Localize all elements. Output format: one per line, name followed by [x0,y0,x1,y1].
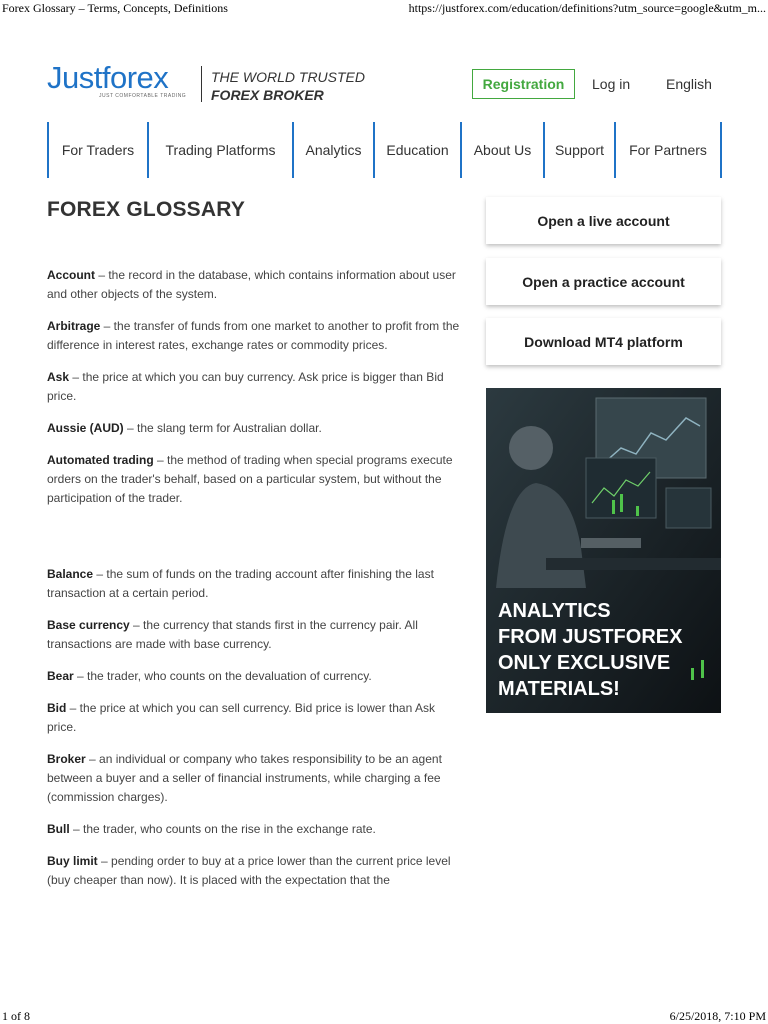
glossary-entry [47,451,462,508]
glossary-entry [47,565,462,603]
banner-line: MATERIALS! [498,678,620,700]
nav-about-us[interactable]: About Us [460,122,543,178]
glossary-entry [47,699,462,737]
glossary-definition: – the method of trading when special programs execute orders on the trader's behalf, based on a particular system, but without the participation of the trader. [47,453,453,505]
glossary-term: Broker [47,752,86,766]
print-page-number: 1 of 8 [2,1009,30,1023]
glossary-term: Balance [47,567,94,581]
logo-tagline: JUST COMFORTABLE TRADING [99,93,187,99]
glossary-definition: – the price at which you can buy currency. Ask price is bigger than Bid price. [47,370,444,403]
download-mt4-button[interactable]: Download MT4 platform [486,318,721,365]
nav-analytics[interactable]: Analytics [292,122,373,178]
glossary-term: Bear [47,669,74,683]
print-datetime: 6/25/2018, 7:10 PM [669,1009,766,1023]
glossary-entry [47,852,462,890]
logo-divider [201,66,202,102]
glossary-term: Buy limit [47,854,98,868]
glossary-entry [47,820,462,839]
glossary-term: Automated trading [47,453,154,467]
print-header [0,0,768,18]
glossary-entry [47,266,462,304]
glossary-definition: – the currency that stands first in the currency pair. All transactions are made with base currency. [47,618,418,651]
glossary-entry [47,616,462,654]
open-live-account-button[interactable]: Open a live account [486,197,721,244]
glossary-list [47,266,462,890]
open-practice-account-button[interactable]: Open a practice account [486,258,721,305]
banner-text [498,598,682,702]
glossary-term: Bull [47,822,70,836]
print-page-title: Forex Glossary – Terms, Concepts, Definitions [2,1,228,15]
banner-line: ANALYTICS [498,600,611,622]
print-footer [0,1008,768,1024]
glossary-entry [47,419,462,438]
banner-line: ONLY EXCLUSIVE [498,652,671,674]
login-link[interactable]: Log in [592,76,631,92]
glossary-term: Bid [47,701,67,715]
logo-wordmark: Justforex [47,60,169,95]
glossary-definition: – the trader, who counts on the devaluation of currency. [73,669,372,683]
glossary-definition: – the transfer of funds from one market to another to profit from the difference in interest rates, exchange rates or commodity prices. [47,319,460,352]
glossary-definition: – pending order to buy at a price lower than the current price level (buy cheaper than now). It is placed with the expectation that the [47,854,451,887]
glossary-definition: – the slang term for Australian dollar. [123,421,322,435]
glossary-entry [47,368,462,406]
print-page-url: https://justforex.com/education/definitions?utm_source=google&utm_m... [408,1,766,15]
glossary-term: Arbitrage [47,319,101,333]
analytics-banner[interactable] [486,388,721,713]
glossary-entry [47,750,462,807]
registration-button[interactable]: Registration [472,69,575,99]
nav-trading-platforms[interactable]: Trading Platforms [147,122,292,178]
nav-for-partners[interactable]: For Partners [614,122,722,178]
glossary-entry [47,317,462,355]
glossary-definition: – the price at which you can sell currency. Bid price is lower than Ask price. [47,701,435,734]
nav-education[interactable]: Education [373,122,460,178]
banner-line: FROM JUSTFOREX [498,626,683,648]
glossary-term: Ask [47,370,70,384]
glossary-definition: – the sum of funds on the trading account after finishing the last transaction at a certain period. [47,567,434,600]
site-logo[interactable] [47,60,197,102]
glossary-term: Account [47,268,95,282]
glossary-definition: – an individual or company who takes responsibility to be an agent between a buyer and a seller of financial instruments, while charging a fee (commission charges). [47,752,442,804]
glossary-definition: – the trader, who counts on the rise in the exchange rate. [69,822,376,836]
nav-for-traders[interactable]: For Traders [47,122,147,178]
page-title: FOREX GLOSSARY [47,198,246,221]
glossary-entry [47,667,462,686]
glossary-term: Base currency [47,618,130,632]
slogan-line-1: THE WORLD TRUSTED [211,69,365,85]
slogan [211,68,365,104]
main-nav [47,122,722,178]
glossary-definition: – the record in the database, which contains information about user and other objects of the system. [47,268,456,301]
language-selector[interactable]: English [666,76,712,92]
glossary-term: Aussie (AUD) [47,421,124,435]
slogan-line-2: FOREX BROKER [211,87,324,103]
nav-support[interactable]: Support [543,122,614,178]
